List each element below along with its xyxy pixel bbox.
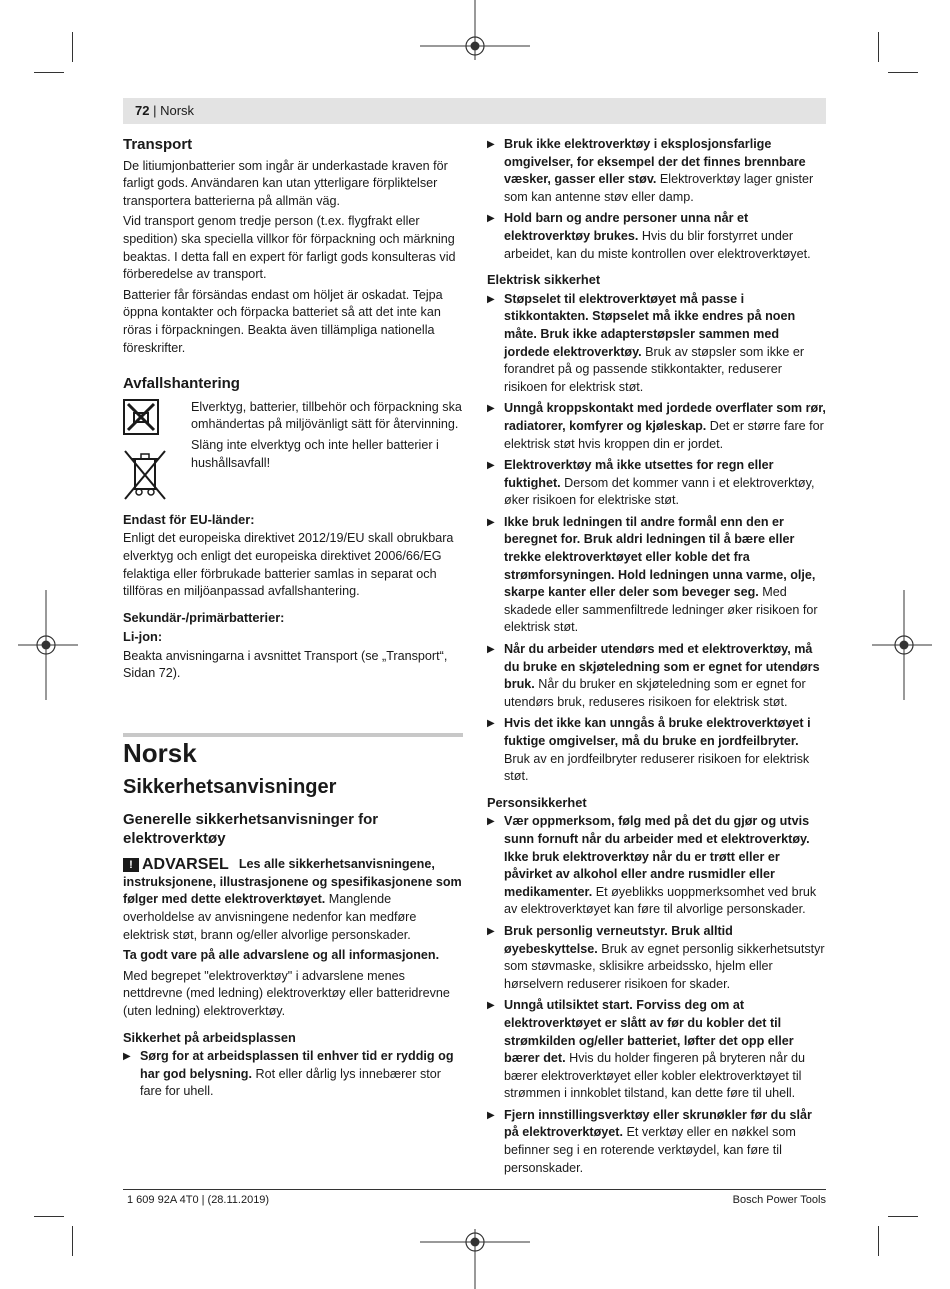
list-item-text: Hvis du holder fingeren på bryteren når du bærer elektroverktøyet eller kobler elektroverktøyet til strømmen i innkoblet tilstand, kan dette føre til uhell. [504, 1051, 806, 1101]
electric-safety-title: Elektrisk sikkerhet [487, 272, 601, 288]
personal-safety-title: Personsikkerhet [487, 794, 587, 810]
list-item-text: Bruk av støpsler som ikke er forandret på og passende stikkontakter, reduserer risikoen for elektrisk støt. [504, 344, 805, 394]
list-item [487, 997, 827, 1103]
list-item [487, 514, 827, 637]
list-item-bold: Støpselet til elektroverktøyet må passe i stikkontakten. Støpselet må ikke endres på noen måte. Bruk ikke adapterstøpsler sammen med jordede elektroverktøy. [504, 291, 796, 359]
crop-mark [888, 72, 918, 73]
disposal-paragraph: Släng inte elverktyg och inte heller batterier i hushållsavfall! [191, 437, 439, 470]
crop-mark [72, 32, 73, 62]
crop-mark [878, 32, 879, 62]
crop-mark [72, 1226, 73, 1256]
term-definition: Med begrepet "elektroverktøy" i advarslene menes nettdrevne (med ledning) elektroverktøy eller batteridrevne (uten ledning) elektroverktøy. [123, 968, 450, 1018]
list-item-bold: Bruk personlig verneutstyr. Bruk alltid øyebeskyttelse. [504, 923, 733, 956]
list-item-text: Hvis du blir forstyrret under arbeidet, kan du miste kontrollen over elektroverktøyet. [504, 228, 811, 261]
list-item [487, 1107, 827, 1177]
keep-warnings-text: Ta godt vare på alle advarslene og all informasjonen. [123, 948, 440, 963]
page-footer [123, 1189, 826, 1206]
list-item-bold: Ikke bruk ledningen til andre formål enn den er beregnet for. Bruk aldri ledningen til å bære eller trekke elektroverktøyet eller koble det fra strømforsyningen. Hold ledningen unna varme, olje, skarpe kanter eller deler som beveger seg. [504, 514, 816, 600]
list-item-text: Bruk av egnet personlig sikkerhetsutstyr som støvmaske, sklisikre arbeidssko, hjelm eller hørselvern reduserer risikoen for skader. [504, 941, 825, 991]
list-item-bold: Hvis det ikke kan unngås å bruke elektroverktøyet i fuktige omgivelser, må du bruke en jordfeilbryter. [504, 716, 811, 748]
crop-mark [34, 1216, 64, 1217]
list-item-bold: Fjern innstillingsverktøy eller skrunøkler før du slår på elektroverktøyet. [504, 1107, 812, 1140]
list-item-bold: Unngå kroppskontakt med jordede overflater som rør, radiatorer, komfyrer og kjøleskap. [504, 401, 826, 433]
liion-text: Beakta anvisningarna i avsnittet Transport (se „Transport“, Sidan 72). [123, 648, 448, 681]
page-header [123, 98, 826, 124]
language-title: Norsk [123, 738, 197, 769]
list-item-bold: Sørg for at arbeidsplassen til enhver tid er ryddig og har god belysning. [140, 1049, 454, 1081]
warning-badge [123, 856, 229, 874]
list-item [123, 1048, 463, 1101]
crop-mark [888, 1216, 918, 1217]
list-item-bold: Når du arbeider utendørs med et elektroverktøy, må du bruke en skjøteledning som er egnet for utendørs bruk. [504, 642, 820, 692]
warning-text: Manglende overholdelse av anvisningene nedenfor kan medføre elektrisk støt, brann og/eller alvorlige personskader. [123, 892, 417, 942]
eu-text: Enligt det europeiska direktivet 2012/19/EU skall obrukbara elverktyg och enligt det europeiska direktivet 2006/66/EG felaktiga eller förbrukade batterier samlas in separat och tillföras en miljöanpassad avfallshantering. [123, 531, 454, 599]
list-item-text: Rot eller dårlig lys innebærer stor fare for uhell. [140, 1066, 441, 1099]
list-item [487, 136, 827, 206]
general-safety-title: Generelle sikkerhetsanvisninger for elektroverktøy [123, 811, 379, 848]
list-item-bold: Elektroverktøy må ikke utsettes for regn eller fuktighet. [504, 458, 774, 490]
transport-title: Transport [123, 136, 193, 153]
registration-mark-icon [420, 0, 530, 60]
transport-paragraph: Batterier får försändas endast om höljet är oskadat. Tejpa öppna kontakter och förpacka batteriet så att det inte kan röras i förpackningen. Beakta även tillämpliga nationella föreskrifter. [123, 287, 443, 355]
registration-mark-icon [872, 590, 932, 700]
crop-mark [878, 1226, 879, 1256]
list-item-text: Når du bruker en skjøteledning som er egnet for utendørs bruk, reduseres risikoen for elektrisk støt. [504, 677, 806, 709]
list-item [487, 210, 827, 263]
eu-title: Endast för EU-länder: [123, 511, 255, 527]
list-item [487, 400, 827, 453]
list-item-text: Bruk av en jordfeilbryter reduserer risikoen for elektrisk støt. [504, 751, 810, 784]
header-language: Norsk [160, 103, 195, 118]
warning-bold: Les alle sikkerhetsanvisningene, instruksjonene, illustrasjonene og spesifikasjonene som følger med dette elektroverktøyet. [123, 857, 462, 907]
recycling-icon [123, 399, 159, 435]
list-item [487, 291, 827, 397]
disposal-icons [123, 399, 191, 501]
list-item-bold: Hold barn og andre personer unna når et elektroverktøy brukes. [504, 211, 749, 243]
footer-doc-id: 1 609 92A 4T0 | (28.11.2019) [127, 1194, 270, 1206]
list-item-text: Dersom det kommer vann i et elektroverktøy, øker risikoen for elektriske støt. [504, 475, 815, 508]
list-item [487, 641, 827, 711]
section-divider [123, 733, 463, 737]
page-header-label: 72 | Norsk [135, 103, 195, 118]
list-item-text: Et verktøy eller en nøkkel som befinner seg i en roterende verktøydel, kan føre til personskader. [504, 1125, 796, 1175]
list-item [487, 813, 827, 919]
list-item [487, 715, 827, 785]
transport-paragraph: De litiumjonbatterier som ingår är underkastade kraven för farligt gods. Användaren kan utan ytterligare förpliktelser transportera batterierna på allmän väg. [123, 158, 448, 208]
warning-triangle-icon: ! [123, 858, 139, 872]
batteries-title: Sekundär-/primärbatterier: [123, 609, 285, 625]
liion-title: Li-jon: [123, 629, 163, 645]
registration-mark-icon [18, 590, 78, 700]
disposal-title: Avfallshantering [123, 375, 240, 393]
left-column [123, 136, 463, 1105]
disposal-text [191, 399, 463, 501]
disposal-paragraph: Elverktyg, batterier, tillbehör och förpackning ska omhändertas på miljövänligt sätt för återvinning. [191, 399, 462, 432]
disposal-section [123, 399, 463, 501]
list-item-bold: Vær oppmerksom, følg med på det du gjør og utvis sunn fornuft når du arbeider med et elektroverktøy. Ikke bruk elektroverktøy når du er trøtt eller er påvirket av alkohol eller andre rusmidler eller medikamenter. [504, 814, 810, 899]
transport-paragraph: Vid transport genom tredje person (t.ex. flygfrakt eller spedition) ska speciella villkor för förpackning och märkning beaktas. I detta fall en expert för farligt gods konsulteras vid förberedelse av transport. [123, 214, 456, 282]
list-item [487, 457, 827, 510]
crop-mark [34, 72, 64, 73]
list-item-bold: Bruk ikke elektroverktøy i eksplosjonsfarlige omgivelser, for eksempel der det finnes brennbare væsker, gasser eller støv. [504, 137, 806, 187]
list-item-text: Med skadede eller sammenfiltrede ledninger øker risikoen for elektrisk støt. [504, 585, 818, 635]
right-column [487, 136, 827, 1181]
footer-brand: Bosch Power Tools [732, 1194, 826, 1206]
warning-paragraph [123, 856, 463, 944]
list-item-bold: Unngå utilsiktet start. Forviss deg om at elektroverktøyet er slått av før du kobler det til strømkilden og/eller batteriet, løfter det opp eller bærer det. [504, 998, 794, 1066]
page-number: 72 [135, 103, 150, 118]
registration-mark-icon [420, 1229, 530, 1289]
list-item [487, 923, 827, 993]
list-item-text: Elektroverktøy lager gnister som kan antenne støv eller damp. [504, 172, 814, 204]
list-item-text: Det er større fare for elektrisk støt hvis kroppen din er jordet. [504, 418, 824, 451]
crossed-bin-icon [123, 449, 167, 501]
warning-label: ADVARSEL [142, 856, 229, 874]
workplace-title: Sikkerhet på arbeidsplassen [123, 1029, 296, 1045]
list-item-text: Et øyeblikks uoppmerksomhet ved bruk av elektroverktøyet kan føre til alvorlige personskader. [504, 884, 817, 917]
safety-title: Sikkerhetsanvisninger [123, 775, 337, 798]
